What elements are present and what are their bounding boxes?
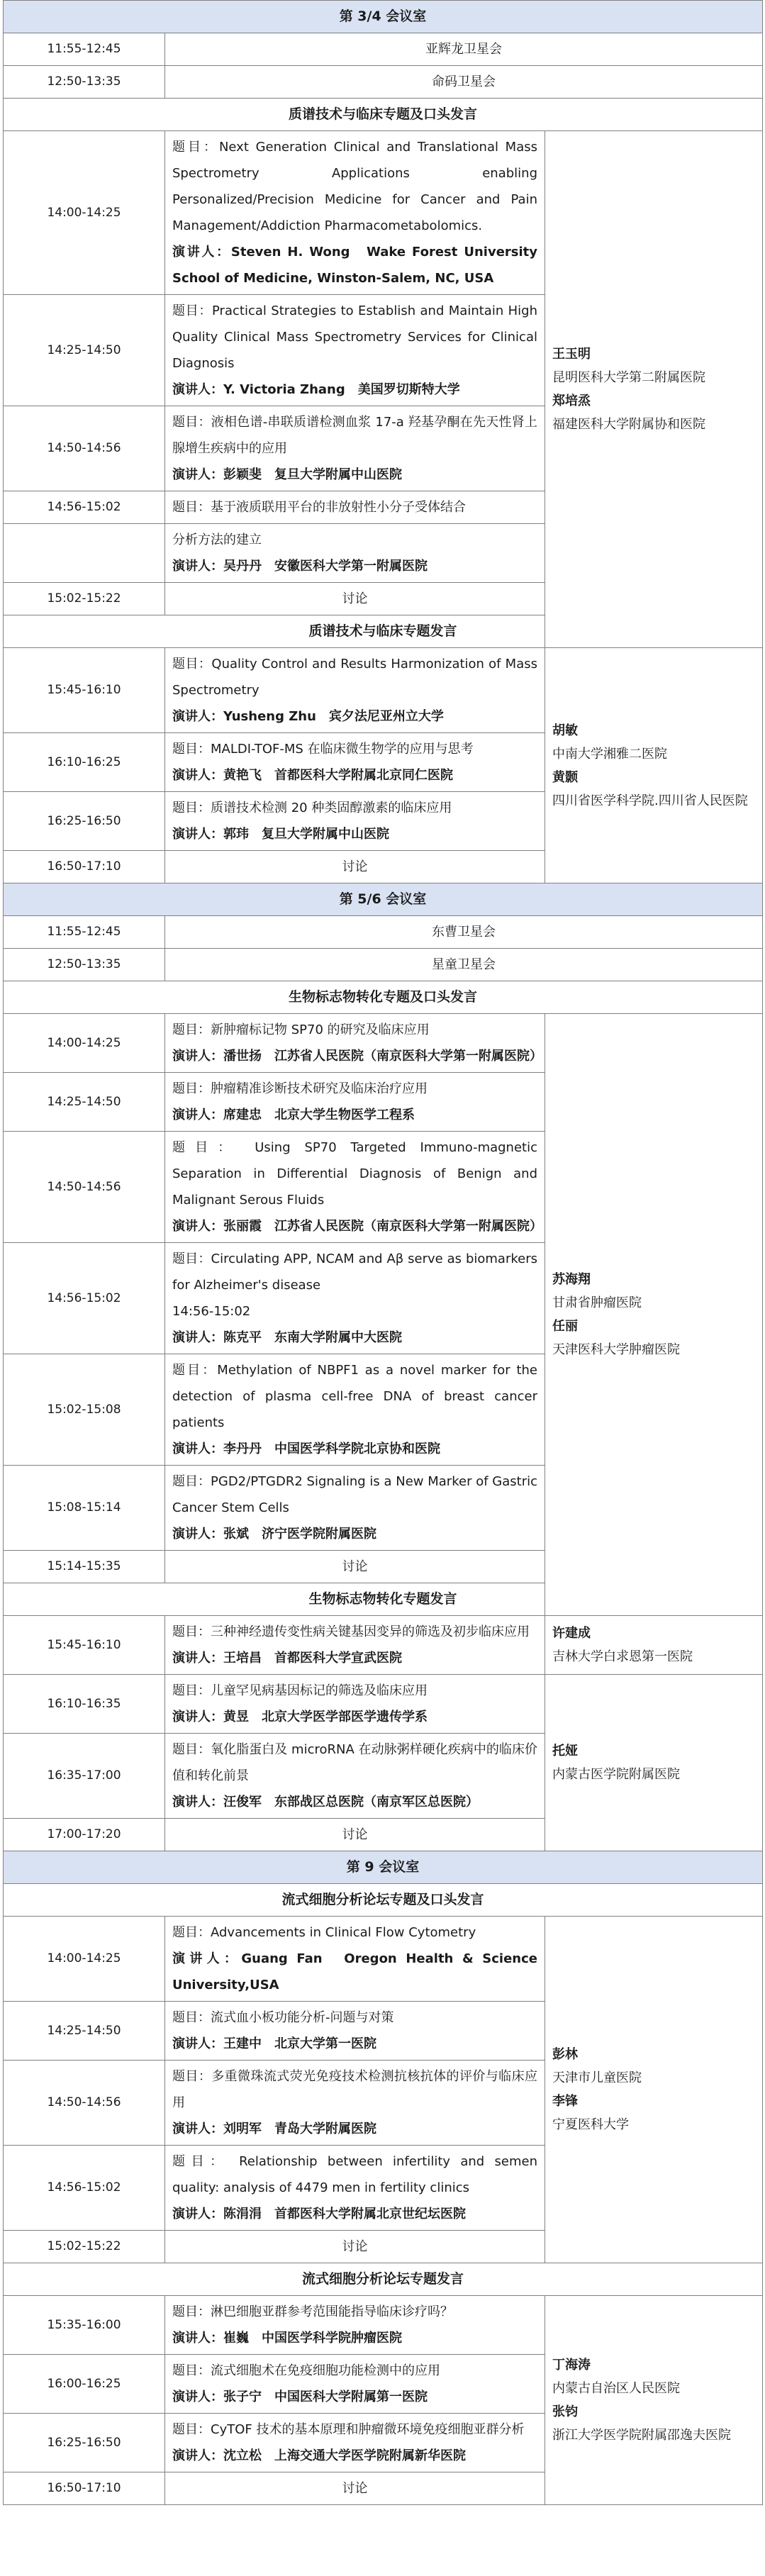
satellite-session: 东曹卫星会 <box>165 916 763 949</box>
talk-row <box>4 1917 763 2002</box>
chair-organization: 内蒙古自治区人民医院 <box>552 2381 680 2396</box>
talk-cell <box>165 733 545 792</box>
session-time: 14:00-14:25 <box>4 1917 165 2002</box>
talk-speaker: 演讲人：李丹丹 中国医学科学院北京协和医院 <box>172 1442 440 1456</box>
talk-title: 题目：淋巴细胞亚群参考范围能指导临床诊疗吗？ <box>172 2304 453 2319</box>
room-row <box>4 883 763 916</box>
session-time: 16:25-16:50 <box>4 2414 165 2472</box>
chairs-cell <box>545 648 763 883</box>
talk-cell <box>165 2231 545 2263</box>
session-time: 14:00-14:25 <box>4 131 165 295</box>
talk-title: 题目：基于液质联用平台的非放射性小分子受体结合 <box>172 500 466 515</box>
chair-name: 任丽 <box>552 1319 578 1334</box>
session-time: 14:56-15:02 <box>4 1243 165 1354</box>
session-time: 14:56-15:02 <box>4 491 165 524</box>
talk-speaker: 演讲人：刘明军 青岛大学附属医院 <box>172 2121 376 2136</box>
talk-speaker: 演讲人：王建中 北京大学第一医院 <box>172 2036 376 2051</box>
chair-organization: 内蒙古医学院附属医院 <box>552 1767 680 1782</box>
talk-speaker: 演讲人：Steven H. Wong Wake Forest University School of Medicine, Winston-Salem, NC, USA <box>172 245 537 286</box>
talk-title: 题目：CyTOF 技术的基本原理和肿瘤微环境免疫细胞亚群分析 <box>172 2422 525 2437</box>
chairs-cell <box>545 1675 763 1851</box>
talk-title: 题目：MALDI-TOF-MS 在临床微生物学的应用与思考 <box>172 742 474 757</box>
talk-row <box>4 131 763 295</box>
session-time: 12:50-13:35 <box>4 949 165 981</box>
session-time: 15:08-15:14 <box>4 1466 165 1551</box>
session-time: 16:10-16:25 <box>4 733 165 792</box>
talk-speaker: 演讲人：彭颖斐 复旦大学附属中山医院 <box>172 467 402 482</box>
talk-title: 分析方法的建立 <box>172 533 262 547</box>
session-time: 14:50-14:56 <box>4 1132 165 1243</box>
session-time: 15:45-16:10 <box>4 1616 165 1675</box>
talk-cell <box>165 2355 545 2414</box>
talk-title: 题目：Quality Control and Results Harmonization of Mass Spectrometry <box>172 657 537 698</box>
talk-speaker: 演讲人：张丽霞 江苏省人民医院（南京医科大学第一附属医院） <box>172 1219 542 1234</box>
section-title: 流式细胞分析论坛专题及口头发言 <box>4 1884 763 1917</box>
talk-cell <box>165 2146 545 2231</box>
section-row <box>4 2263 763 2296</box>
talk-title: 题目： Relationship between infertility and semen quality: analysis of 4479 men in fertility clinics <box>172 2154 537 2195</box>
talk-speaker: 演讲人：陈涓涓 首都医科大学附属北京世纪坛医院 <box>172 2207 466 2221</box>
talk-extra-time: 14:56-15:02 <box>172 1304 251 1319</box>
talk-cell <box>165 524 545 583</box>
talk-speaker: 演讲人：汪俊军 东部战区总医院（南京军区总医院） <box>172 1795 479 1810</box>
room-row <box>4 1851 763 1884</box>
talk-title: 题目：Methylation of NBPF1 as a novel marker for the detection of plasma cell-free DNA of breast cancer patients <box>172 1363 537 1430</box>
session-time: 14:25-14:50 <box>4 295 165 406</box>
talk-speaker: 演讲人：Guang Fan Oregon Health & Science University,USA <box>172 1951 537 1992</box>
talk-cell <box>165 1132 545 1243</box>
schedule-table <box>3 0 763 2505</box>
talk-row <box>4 1616 763 1675</box>
talk-title: 讨论 <box>342 2239 368 2254</box>
session-time: 15:45-16:10 <box>4 648 165 733</box>
chair-name: 彭林 <box>552 2047 578 2062</box>
session-time: 14:00-14:25 <box>4 1014 165 1073</box>
session-time: 16:00-16:25 <box>4 2355 165 2414</box>
session-time <box>4 524 165 583</box>
talk-title: 题目：PGD2/PTGDR2 Signaling is a New Marker of Gastric Cancer Stem Cells <box>172 1474 537 1515</box>
session-time: 14:25-14:50 <box>4 1073 165 1132</box>
plain-row <box>4 916 763 949</box>
talk-cell <box>165 1243 545 1354</box>
session-time: 11:55-12:45 <box>4 33 165 66</box>
session-time: 16:50-17:10 <box>4 2472 165 2505</box>
session-time: 14:25-14:50 <box>4 2002 165 2061</box>
chair-name: 托娅 <box>552 1744 578 1758</box>
talk-title: 题目：三种神经遗传变性病关键基因变异的筛选及初步临床应用 <box>172 1624 530 1639</box>
talk-title: 题目：Next Generation Clinical and Translational Mass Spectrometry Applications enabling Personalized/Precision Medicine for Cancer and Pain Management/Addiction Pharmacometabolomics. <box>172 140 537 233</box>
talk-speaker: 演讲人：沈立松 上海交通大学医学院附属新华医院 <box>172 2448 466 2463</box>
talk-speaker: 演讲人：张子宁 中国医科大学附属第一医院 <box>172 2390 428 2404</box>
chairs-cell <box>545 1014 763 1616</box>
section-row <box>4 615 763 648</box>
talk-cell <box>165 1616 545 1675</box>
plain-row <box>4 66 763 99</box>
talk-row <box>4 1675 763 1734</box>
talk-title: 题目：液相色谱-串联质谱检测血浆 17-a 羟基孕酮在先天性肾上腺增生疾病中的应用 <box>172 415 537 456</box>
talk-cell <box>165 1734 545 1819</box>
schedule-body <box>4 1 763 2505</box>
satellite-session: 星童卫星会 <box>165 949 763 981</box>
section-row <box>4 99 763 131</box>
session-time: 15:02-15:08 <box>4 1354 165 1466</box>
room-row <box>4 1 763 33</box>
talk-row <box>4 1014 763 1073</box>
chair-organization: 宁夏医科大学 <box>552 2117 629 2132</box>
chair-organization: 四川省医学科学院.四川省人民医院 <box>552 793 748 808</box>
section-title: 流式细胞分析论坛专题发言 <box>4 2263 763 2296</box>
chairs-cell <box>545 1616 763 1675</box>
session-time: 16:35-17:00 <box>4 1734 165 1819</box>
talk-speaker: 演讲人：黄艳飞 首都医科大学附属北京同仁医院 <box>172 768 453 783</box>
session-time: 16:10-16:35 <box>4 1675 165 1734</box>
talk-title: 题目：质谱技术检测 20 种类固醇激素的临床应用 <box>172 801 452 815</box>
session-time: 12:50-13:35 <box>4 66 165 99</box>
talk-title: 题目：儿童罕见病基因标记的筛选及临床应用 <box>172 1683 428 1698</box>
talk-title: 题目：Practical Strategies to Establish and Maintain High Quality Clinical Mass Spectrometry Services for Clinical Diagnosis <box>172 303 537 371</box>
chair-organization: 甘肃省肿瘤医院 <box>552 1295 642 1310</box>
room-header: 第 3/4 会议室 <box>4 1 763 33</box>
chair-name: 黄颢 <box>552 769 578 785</box>
satellite-session: 命码卫星会 <box>165 66 763 99</box>
talk-speaker: 演讲人：郭玮 复旦大学附属中山医院 <box>172 827 389 842</box>
talk-speaker: 演讲人：席建忠 北京大学生物医学工程系 <box>172 1108 415 1122</box>
talk-cell <box>165 2472 545 2505</box>
talk-cell <box>165 2414 545 2472</box>
chair-name: 李锋 <box>552 2094 578 2109</box>
talk-row <box>4 2296 763 2355</box>
session-time: 15:35-16:00 <box>4 2296 165 2355</box>
chair-name: 许建成 <box>552 1626 591 1641</box>
talk-title: 讨论 <box>342 1827 368 1842</box>
chair-organization: 吉林大学白求恩第一医院 <box>552 1649 693 1664</box>
talk-cell <box>165 491 545 524</box>
chair-name: 郑培烝 <box>552 394 591 408</box>
chair-name: 胡敏 <box>552 723 578 738</box>
talk-speaker: 演讲人：崔巍 中国医学科学院肿瘤医院 <box>172 2331 402 2346</box>
talk-title: 题目：多重微珠流式荧光免疫技术检测抗核抗体的评价与临床应用 <box>172 2069 537 2110</box>
chair-organization: 天津医科大学肿瘤医院 <box>552 1342 680 1357</box>
talk-title: 讨论 <box>342 2481 368 2496</box>
talk-cell <box>165 648 545 733</box>
talk-cell <box>165 1014 545 1073</box>
talk-speaker: 演讲人：Y. Victoria Zhang 美国罗切斯特大学 <box>172 382 460 397</box>
talk-title: 讨论 <box>342 591 368 606</box>
section-row <box>4 1884 763 1917</box>
talk-title: 题目： Using SP70 Targeted Immuno-magnetic Separation in Differential Diagnosis of Benign and Malignant Serous Fluids <box>172 1140 537 1208</box>
talk-title: 题目：流式血小板功能分析-问题与对策 <box>172 2010 394 2025</box>
session-time: 11:55-12:45 <box>4 916 165 949</box>
talk-cell <box>165 2296 545 2355</box>
section-row <box>4 1583 763 1616</box>
chair-organization: 福建医科大学附属协和医院 <box>552 417 705 432</box>
talk-cell <box>165 1675 545 1734</box>
talk-speaker: 演讲人：陈克平 东南大学附属中大医院 <box>172 1330 402 1345</box>
room-header: 第 9 会议室 <box>4 1851 763 1884</box>
talk-title: 题目：Circulating APP, NCAM and Aβ serve as biomarkers for Alzheimer's disease <box>172 1251 537 1293</box>
section-row <box>4 981 763 1014</box>
talk-cell <box>165 583 545 615</box>
talk-cell <box>165 295 545 406</box>
talk-speaker: 演讲人：王培昌 首都医科大学宣武医院 <box>172 1651 402 1666</box>
session-time: 16:25-16:50 <box>4 792 165 851</box>
talk-title: 题目：Advancements in Clinical Flow Cytometry <box>172 1925 476 1940</box>
session-time: 14:50-14:56 <box>4 2061 165 2146</box>
talk-cell <box>165 1073 545 1132</box>
talk-cell <box>165 2002 545 2061</box>
chair-organization: 中南大学湘雅二医院 <box>552 746 667 762</box>
plain-row <box>4 33 763 66</box>
talk-row <box>4 648 763 733</box>
chair-name: 张钧 <box>552 2404 578 2419</box>
section-title: 生物标志物转化专题发言 <box>4 1583 763 1616</box>
talk-speaker: 演讲人：吴丹丹 安徽医科大学第一附属医院 <box>172 559 428 574</box>
talk-speaker: 演讲人：张斌 济宁医学院附属医院 <box>172 1527 376 1541</box>
talk-title: 讨论 <box>342 859 368 874</box>
room-header: 第 5/6 会议室 <box>4 883 763 916</box>
talk-cell <box>165 406 545 491</box>
talk-cell <box>165 2061 545 2146</box>
talk-title: 题目：氧化脂蛋白及 microRNA 在动脉粥样硬化疾病中的临床价值和转化前景 <box>172 1742 537 1783</box>
talk-title: 题目：流式细胞术在免疫细胞功能检测中的应用 <box>172 2363 440 2378</box>
session-time: 14:50-14:56 <box>4 406 165 491</box>
talk-title: 讨论 <box>342 1559 368 1574</box>
session-time: 15:14-15:35 <box>4 1551 165 1583</box>
session-time: 17:00-17:20 <box>4 1819 165 1851</box>
talk-cell <box>165 1551 545 1583</box>
chair-name: 王玉明 <box>552 347 591 362</box>
chair-name: 丁海涛 <box>552 2358 591 2373</box>
talk-speaker: 演讲人：潘世扬 江苏省人民医院（南京医科大学第一附属医院） <box>172 1049 542 1064</box>
talk-speaker: 演讲人：Yusheng Zhu 宾夕法尼亚州立大学 <box>172 709 444 724</box>
talk-cell <box>165 851 545 883</box>
section-title: 质谱技术与临床专题发言 <box>4 615 763 648</box>
talk-title: 题目：肿瘤精准诊断技术研究及临床治疗应用 <box>172 1081 428 1096</box>
chairs-cell <box>545 1917 763 2263</box>
session-time: 14:56-15:02 <box>4 2146 165 2231</box>
talk-cell <box>165 131 545 295</box>
plain-row <box>4 949 763 981</box>
chair-organization: 昆明医科大学第二附属医院 <box>552 370 705 385</box>
talk-cell <box>165 1819 545 1851</box>
talk-title: 题目：新肿瘤标记物 SP70 的研究及临床应用 <box>172 1022 430 1037</box>
chairs-cell <box>545 131 763 648</box>
section-title: 质谱技术与临床专题及口头发言 <box>4 99 763 131</box>
chair-name: 苏海翔 <box>552 1272 591 1287</box>
talk-cell <box>165 792 545 851</box>
talk-speaker: 演讲人：黄昱 北京大学医学部医学遗传学系 <box>172 1710 428 1724</box>
session-time: 15:02-15:22 <box>4 2231 165 2263</box>
talk-cell <box>165 1466 545 1551</box>
talk-cell <box>165 1354 545 1466</box>
chair-organization: 浙江大学医学院附属邵逸夫医院 <box>552 2428 731 2443</box>
session-time: 16:50-17:10 <box>4 851 165 883</box>
chairs-cell <box>545 2296 763 2505</box>
section-title: 生物标志物转化专题及口头发言 <box>4 981 763 1014</box>
satellite-session: 亚辉龙卫星会 <box>165 33 763 66</box>
session-time: 15:02-15:22 <box>4 583 165 615</box>
chair-organization: 天津市儿童医院 <box>552 2070 642 2085</box>
talk-cell <box>165 1917 545 2002</box>
